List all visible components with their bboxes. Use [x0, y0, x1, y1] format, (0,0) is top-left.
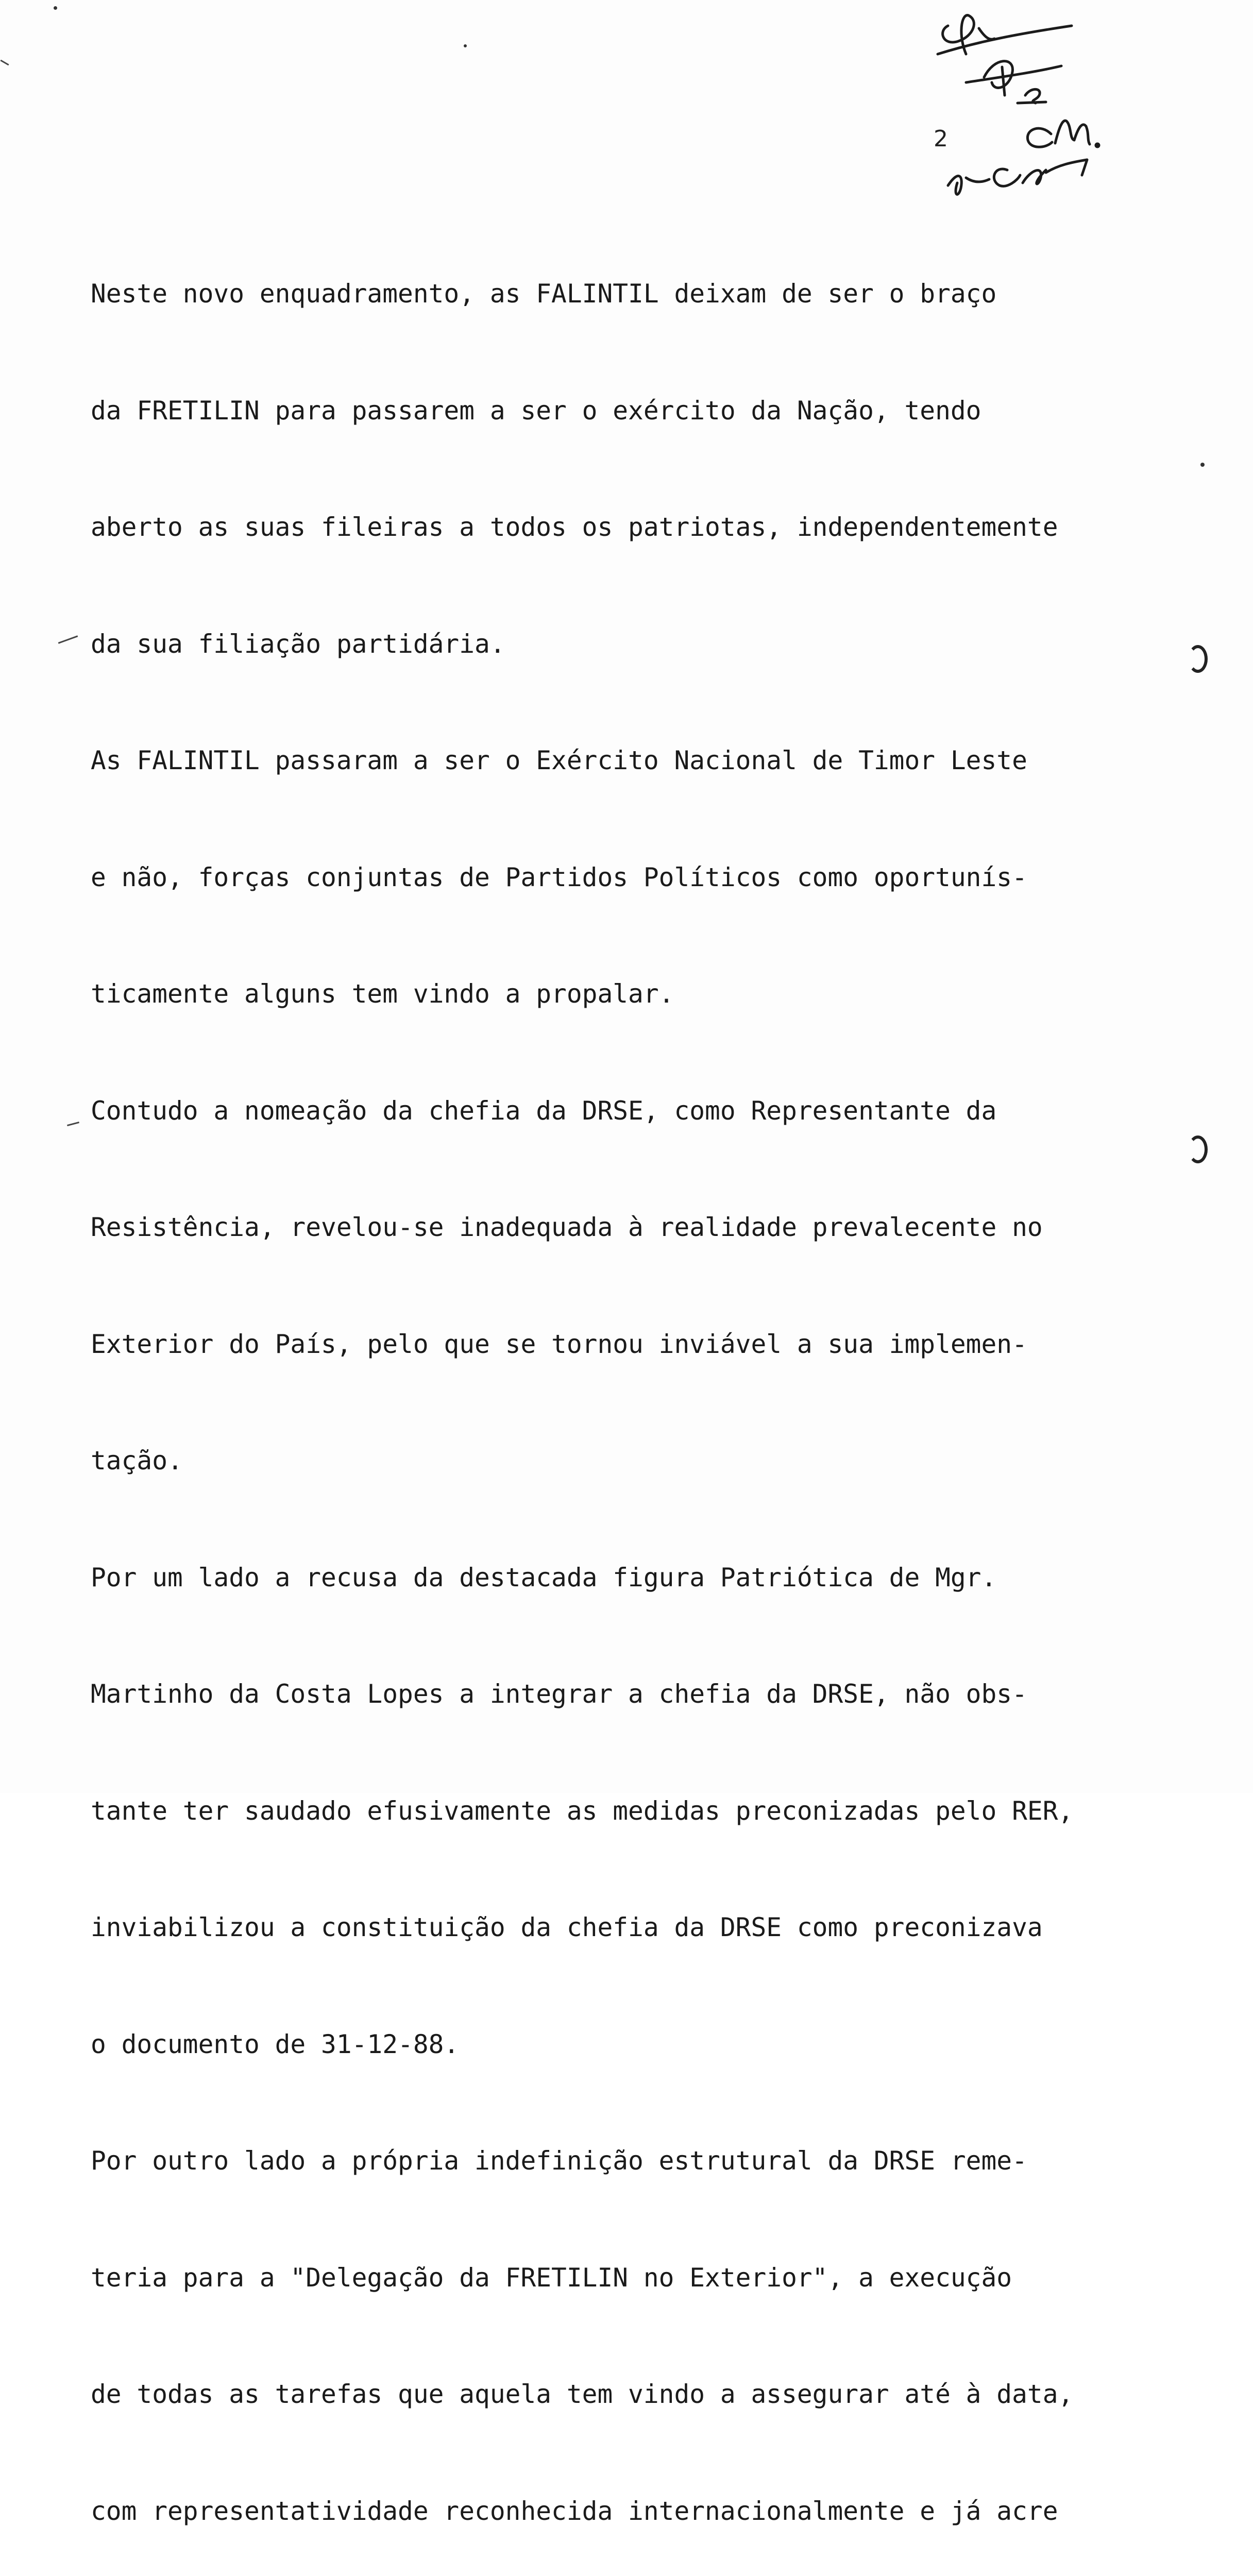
page-number: 2 — [934, 126, 948, 152]
punch-hole — [1188, 645, 1208, 673]
text-line: com representatividade reconhecida internacionalmente e já acre — [91, 2496, 1058, 2526]
text-line: ticamente alguns tem vindo a propalar. — [91, 979, 674, 1009]
body-text — [91, 197, 1121, 2576]
text-line: o documento de 31-12-88. — [91, 2029, 460, 2059]
text-line: teria para a "Delegação da FRETILIN no Exterior", a execução — [91, 2262, 1012, 2293]
text-line: Exterior do País, pelo que se tornou inviável a sua implemen- — [91, 1329, 1027, 1359]
scan-mark — [58, 635, 78, 644]
text-line: inviabilizou a constituição da chefia da DRSE como preconizava — [91, 1912, 1043, 1942]
scan-mark — [67, 1122, 79, 1126]
text-line: Resistência, revelou-se inadequada à realidade prevalecente no — [91, 1212, 1043, 1242]
text-line: Por um lado a recusa da destacada figura Patriótica de Mgr. — [91, 1562, 997, 1592]
text-line: As FALINTIL passaram a ser o Exército Nacional de Timor Leste — [91, 745, 1027, 775]
text-line: Martinho da Costa Lopes a integrar a chefia da DRSE, não obs- — [91, 1679, 1027, 1709]
scan-mark — [0, 60, 9, 66]
text-line: tação. — [91, 1446, 183, 1476]
text-line: Por outro lado a própria indefinição estrutural da DRSE reme- — [91, 2146, 1027, 2176]
text-line: tante ter saudado efusivamente as medidas preconizadas pelo RER, — [91, 1795, 1074, 1826]
text-line: aberto as suas fileiras a todos os patriotas, independentemente — [91, 512, 1058, 542]
scan-speck — [1200, 463, 1205, 467]
text-line: da sua filiação partidária. — [91, 629, 505, 659]
scan-speck — [54, 6, 57, 10]
text-line: da FRETILIN para passarem a ser o exército da Nação, tendo — [91, 395, 981, 426]
scan-speck — [464, 44, 467, 47]
handwritten-signature — [917, 5, 1133, 201]
text-line: de todas as tarefas que aquela tem vindo a assegurar até à data, — [91, 2379, 1074, 2409]
text-line: Contudo a nomeação da chefia da DRSE, como Representante da — [91, 1095, 997, 1126]
text-line: Neste novo enquadramento, as FALINTIL deixam de ser o braço — [91, 279, 997, 309]
punch-hole — [1188, 1136, 1208, 1163]
text-line: e não, forças conjuntas de Partidos Políticos como oportunís- — [91, 862, 1027, 892]
